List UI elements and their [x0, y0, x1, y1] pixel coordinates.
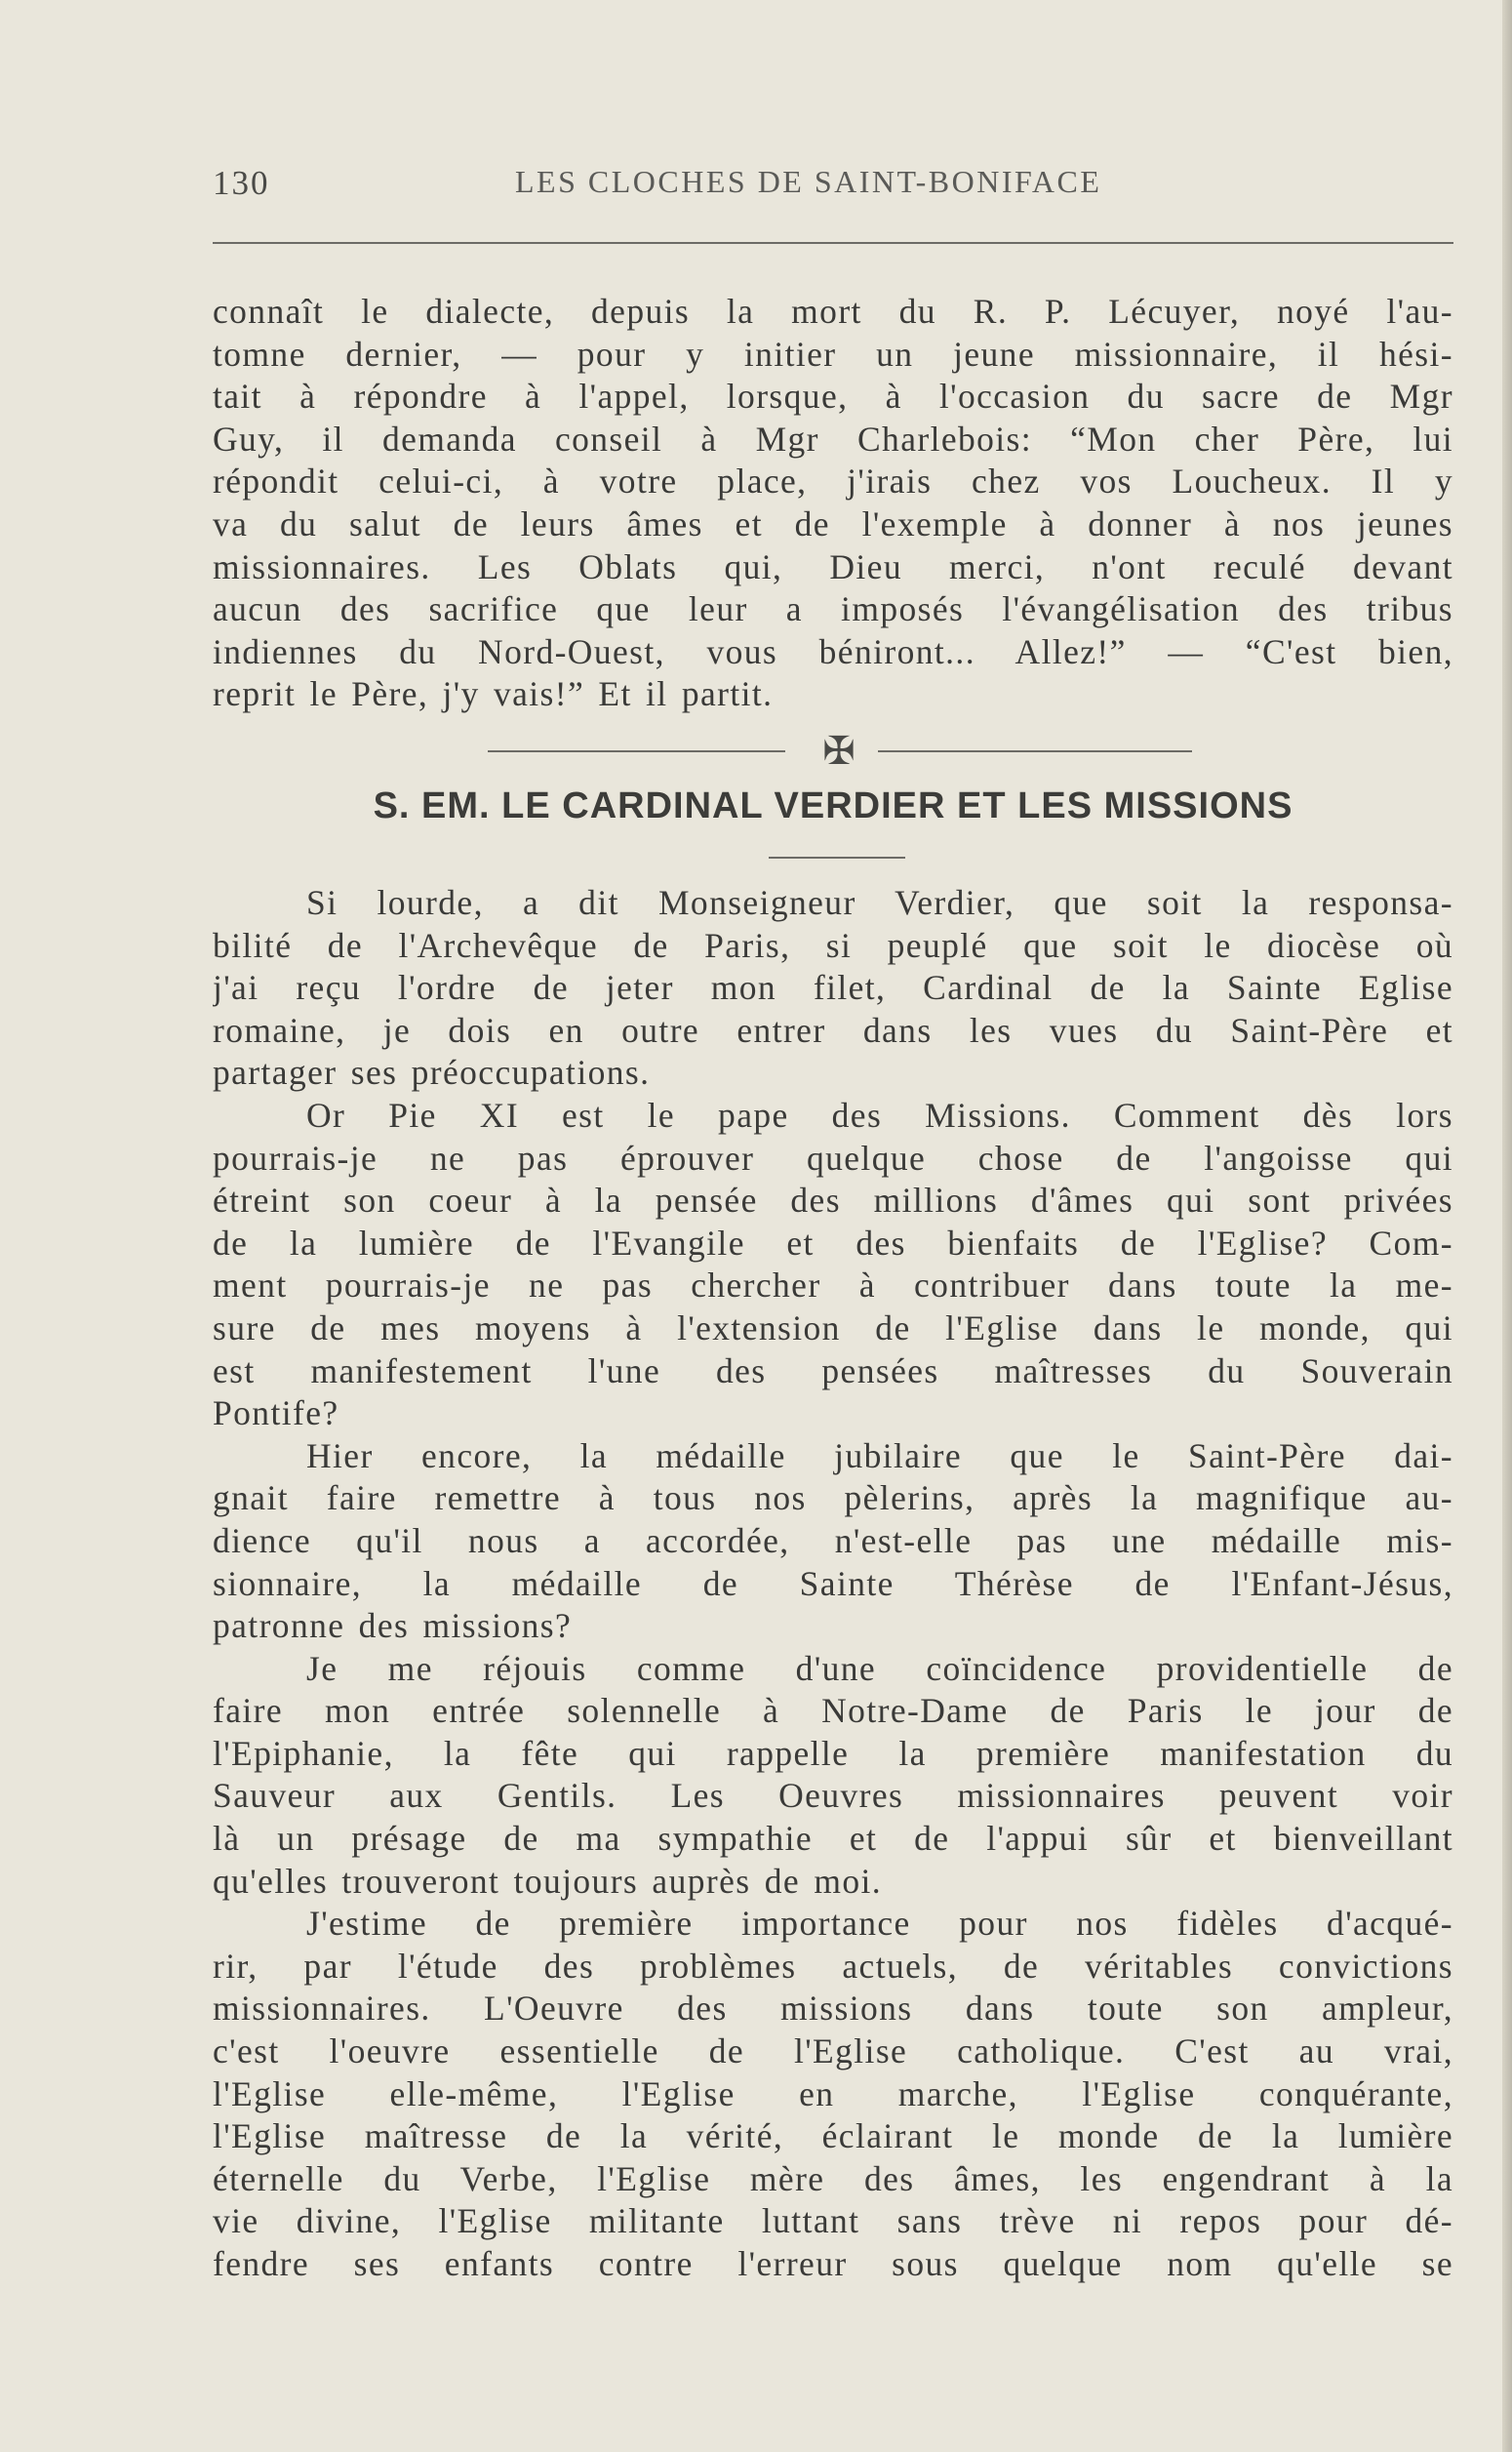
separator-line-right [878, 750, 1192, 752]
article-body [213, 882, 1453, 2286]
text-line: aucun des sacrifice que leur a imposés l'évangélisation des tribus [213, 589, 1453, 629]
section-separator [488, 729, 1190, 773]
text-line: fendre ses enfants contre l'erreur sous quelque nom qu'elle se [213, 2244, 1453, 2283]
text-line: Je me réjouis comme d'une coïncidence providentielle de [306, 1648, 1453, 1688]
text-line: de la lumière de l'Evangile et des bienfaits de l'Eglise? Com- [213, 1223, 1453, 1263]
text-line: qu'elles trouveront toujours auprès de moi. [213, 1861, 883, 1901]
text-line: sure de mes moyens à l'extension de l'Eglise dans le monde, qui [213, 1307, 1453, 1347]
text-line: reprit le Père, j'y vais!” Et il partit. [213, 674, 774, 714]
text-line: Pontife? [213, 1393, 339, 1433]
text-line: l'Eglise elle-même, l'Eglise en marche, l'Eglise conquérante, [213, 2073, 1453, 2113]
text-line: vie divine, l'Eglise militante luttant sans trève ni repos pour dé- [213, 2201, 1453, 2241]
text-line: J'estime de première importance pour nos fidèles d'acqué- [306, 1904, 1453, 1944]
page-header [213, 164, 1453, 207]
page-edge [1502, 0, 1512, 2452]
text-line: sionnaire, la médaille de Sainte Thérèse de l'Enfant-Jésus, [213, 1563, 1453, 1603]
cross-ornament-icon: ✠ [822, 729, 855, 773]
text-line: tomne dernier, — pour y initier un jeune missionnaire, il hési- [213, 334, 1453, 374]
text-line: éternelle du Verbe, l'Eglise mère des âmes, les engendrant à la [213, 2158, 1453, 2198]
text-line: partager ses préoccupations. [213, 1053, 651, 1093]
separator-line-left [488, 750, 785, 752]
text-line: Sauveur aux Gentils. Les Oeuvres missionnaires peuvent voir [213, 1776, 1453, 1816]
text-line: dience qu'il nous a accordée, n'est-elle pas une médaille mis- [213, 1520, 1453, 1560]
text-line: l'Eglise maîtresse de la vérité, éclairant le monde de la lumière [213, 2116, 1453, 2156]
text-line: là un présage de ma sympathie et de l'appui sûr et bienveillant [213, 1819, 1453, 1859]
text-line: répondit celui-ci, à votre place, j'irais chez vos Loucheux. Il y [213, 462, 1453, 502]
text-line: l'Epiphanie, la fête qui rappelle la première manifestation du [213, 1733, 1453, 1773]
text-line: missionnaires. L'Oeuvre des missions dans toute son ampleur, [213, 1989, 1453, 2029]
text-line: pourrais-je ne pas éprouver quelque chose de l'angoisse qui [213, 1138, 1453, 1178]
text-line: c'est l'oeuvre essentielle de l'Eglise catholique. C'est au vrai, [213, 2031, 1453, 2071]
text-line: est manifestement l'une des pensées maîtresses du Souverain [213, 1350, 1453, 1390]
text-line: étreint son coeur à la pensée des millions d'âmes qui sont privées [213, 1181, 1453, 1221]
text-line: j'ai reçu l'ordre de jeter mon filet, Cardinal de la Sainte Eglise [213, 968, 1453, 1008]
article-title: S. EM. LE CARDINAL VERDIER ET LES MISSIONS [373, 785, 1293, 826]
text-line: Guy, il demanda conseil à Mgr Charlebois: “Mon cher Père, lui [213, 419, 1453, 459]
text-line: tait à répondre à l'appel, lorsque, à l'occasion du sacre de Mgr [213, 377, 1453, 417]
text-line: ment pourrais-je ne pas chercher à contribuer dans toute la me- [213, 1266, 1453, 1306]
header-rule [213, 242, 1453, 244]
text-line: romaine, je dois en outre entrer dans les vues du Saint-Père et [213, 1010, 1453, 1050]
text-line: va du salut de leurs âmes et de l'exemple à donner à nos jeunes [213, 503, 1453, 543]
running-title: LES CLOCHES DE SAINT-BONIFACE [515, 164, 1102, 199]
page-number: 130 [213, 164, 270, 202]
text-line: bilité de l'Archevêque de Paris, si peuplé que soit le diocèse où [213, 925, 1453, 965]
continuation-paragraph [213, 291, 1453, 716]
text-line: patronne des missions? [213, 1606, 573, 1646]
text-line: gnait faire remettre à tous nos pèlerins, après la magnifique au- [213, 1478, 1453, 1518]
text-line: Hier encore, la médaille jubilaire que le Saint-Père dai- [306, 1435, 1453, 1475]
text-line: connaît le dialecte, depuis la mort du R. P. Lécuyer, noyé l'au- [213, 292, 1453, 331]
text-line: rir, par l'étude des problèmes actuels, de véritables convictions [213, 1946, 1453, 1986]
text-line: faire mon entrée solennelle à Notre-Dame de Paris le jour de [213, 1691, 1453, 1731]
text-line: Or Pie XI est le pape des Missions. Comment dès lors [306, 1095, 1453, 1135]
title-underline [769, 857, 905, 859]
text-line: missionnaires. Les Oblats qui, Dieu merci, n'ont reculé devant [213, 546, 1453, 586]
text-line: indiennes du Nord-Ouest, vous béniront... Allez!” — “C'est bien, [213, 631, 1453, 671]
text-line: Si lourde, a dit Monseigneur Verdier, que soit la responsa- [306, 883, 1453, 922]
